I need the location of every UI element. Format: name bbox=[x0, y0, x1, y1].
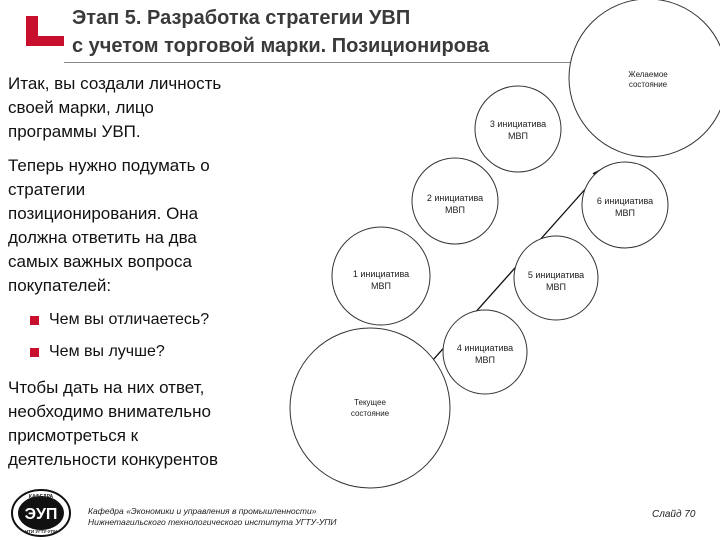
para1-line: своей марки, лицо bbox=[8, 98, 154, 117]
desired-label-2: состояние bbox=[628, 80, 668, 89]
initiative-5-circle bbox=[514, 236, 598, 320]
initiative-1-sublabel: МВП bbox=[371, 281, 391, 291]
slide-number: Слайд 70 bbox=[652, 509, 696, 520]
current-label-1: Текущее bbox=[354, 398, 386, 407]
initiative-6-sublabel: МВП bbox=[615, 208, 635, 218]
initiative-2-sublabel: МВП bbox=[445, 205, 465, 215]
initiative-3-label: 3 инициатива bbox=[489, 119, 547, 129]
para3-line: необходимо внимательно bbox=[8, 402, 211, 421]
initiative-1-circle bbox=[332, 227, 430, 325]
para3-line: присмотреться к bbox=[8, 426, 139, 445]
initiative-1-label: 1 инициатива bbox=[352, 269, 410, 279]
footer-line-2: Нижнетагильского технологического института УГТУ-УПИ bbox=[88, 517, 337, 527]
para2-line: самых важных вопроса bbox=[8, 252, 192, 271]
para3-line: деятельности конкурентов bbox=[8, 450, 218, 469]
title-line-1: Этап 5. Разработка стратегии УВП bbox=[72, 7, 411, 29]
bullet-text: Чем вы лучше? bbox=[49, 343, 165, 360]
para2-line: покупателей: bbox=[8, 276, 112, 295]
initiative-2-label: 2 инициатива bbox=[426, 193, 484, 203]
para2-line: позиционирования. Она bbox=[8, 204, 199, 223]
para1-line: программы УВП. bbox=[8, 122, 141, 141]
title-line-2: с учетом торговой марки. Позиционирова bbox=[72, 35, 490, 57]
initiative-4-sublabel: МВП bbox=[475, 355, 495, 365]
initiative-3-circle bbox=[475, 86, 561, 172]
para1-line: Итак, вы создали личность bbox=[8, 74, 222, 93]
para2-line: стратегии bbox=[8, 180, 86, 199]
para2-line: должна ответить на два bbox=[8, 228, 197, 247]
footer-caption bbox=[88, 506, 337, 528]
footer-line-1: Кафедра «Экономики и управления в промышленности» bbox=[88, 506, 317, 516]
desired-label-1: Желаемое bbox=[628, 70, 668, 79]
para3-line: Чтобы дать на них ответ, bbox=[8, 378, 205, 397]
initiative-4-label: 4 инициатива bbox=[456, 343, 514, 353]
department-logo bbox=[10, 488, 72, 538]
bullet-text: Чем вы отличаетесь? bbox=[49, 311, 210, 328]
logo-top-text: КАФЕДРА bbox=[28, 494, 54, 500]
current-state-circle bbox=[290, 328, 450, 488]
initiative-5-sublabel: МВП bbox=[546, 282, 566, 292]
logo-bottom-text: НТИ УГТУ-УПИ bbox=[24, 529, 58, 534]
initiative-6-circle bbox=[582, 162, 668, 248]
logo-main-text: ЭУП bbox=[24, 506, 58, 523]
initiative-2-circle bbox=[412, 158, 498, 244]
initiative-3-sublabel: МВП bbox=[508, 131, 528, 141]
initiative-4-circle bbox=[443, 310, 527, 394]
current-label-2: состояние bbox=[350, 409, 390, 418]
desired-state-circle bbox=[569, 0, 720, 157]
initiative-6-label: 6 инициатива bbox=[596, 196, 654, 206]
initiative-5-label: 5 инициатива bbox=[527, 270, 585, 280]
para2-line: Теперь нужно подумать о bbox=[8, 156, 210, 175]
